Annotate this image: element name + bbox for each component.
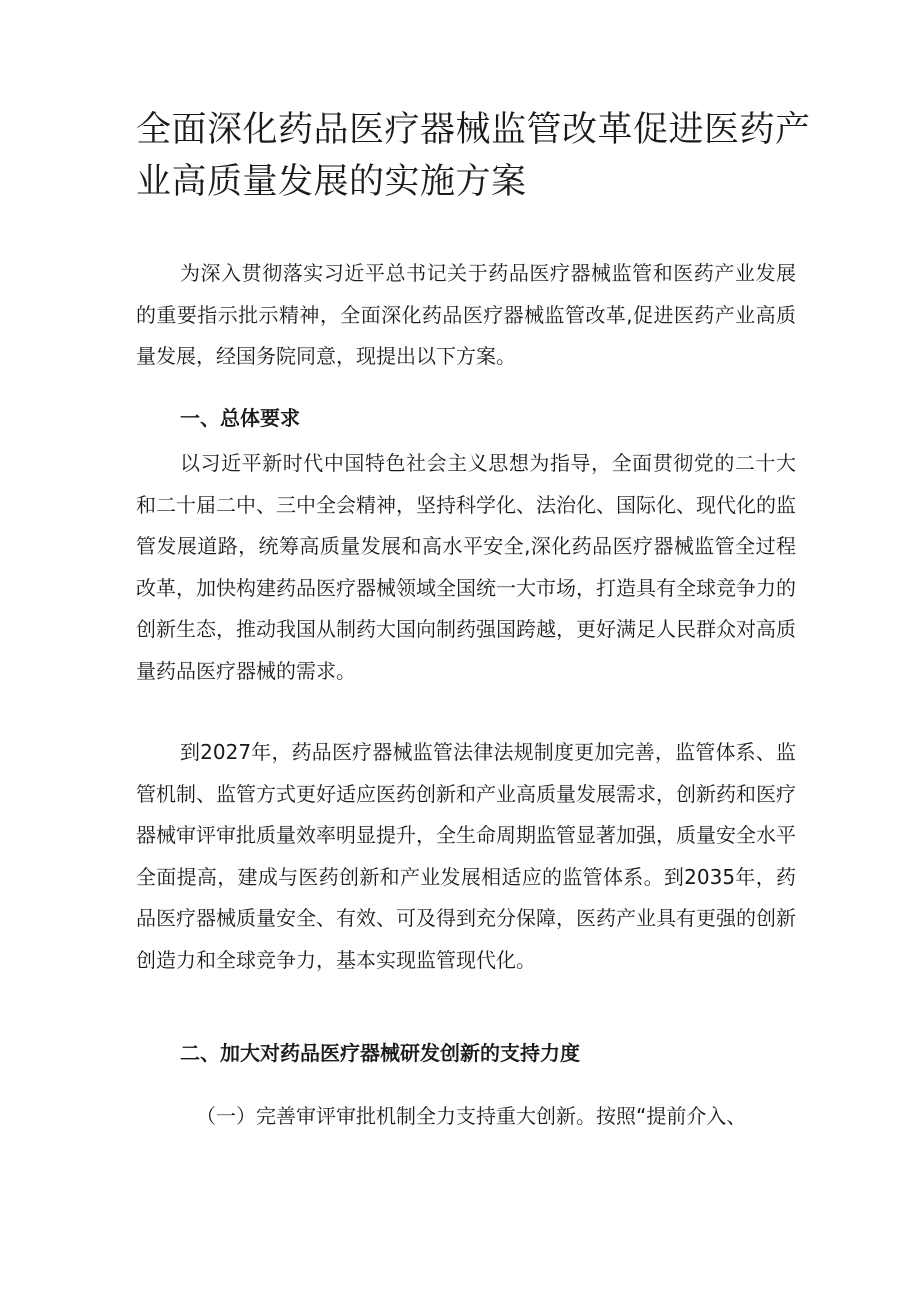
- section-heading-innovation-support: 二、加大对药品医疗器械研发创新的支持力度: [180, 1041, 580, 1065]
- intro-paragraph: 为深入贯彻落实习近平总书记关于药品医疗器械监管和医药产业发展的重要指示批示精神，全面深化药品医疗器械监管改革,促进医药产业高质量发展，经国务院同意，现提出以下方案。: [136, 261, 796, 368]
- section-heading-general-requirements: 一、总体要求: [180, 406, 300, 430]
- goals-paragraph: 到2027年，药品医疗器械监管法律法规制度更加完善，监管体系、监管机制、监管方式更好适应医药创新和产业高质量发展需求，创新药和医疗器械审评审批质量效率明显提升，全生命周期监管显著加强，质量安全水平全面提高，建成与医药创新和产业发展相适应的监管体系。到2035年，药品医疗器械质量安全、有效、可及得到充分保障，医药产业具有更强的创新创造力和全球竞争力，基本实现监管现代化。: [136, 740, 796, 972]
- subsection-paragraph: （一）完善审评审批机制全力支持重大创新。按照“提前介入、: [196, 1104, 747, 1128]
- document-title: 全面深化药品医疗器械监管改革促进医药产业高质量发展的实施方案: [136, 110, 811, 202]
- general-requirements-paragraph: 以习近平新时代中国特色社会主义思想为指导，全面贯彻党的二十大和二十届二中、三中全会精神，坚持科学化、法治化、国际化、现代化的监管发展道路，统筹高质量发展和高水平安全,深化药品医疗器械监管全过程改革，加快构建药品医疗器械领域全国统一大市场，打造具有全球竞争力的创新生态，推动我国从制药大国向制药强国跨越，更好满足人民群众对高质量药品医疗器械的需求。: [136, 451, 796, 683]
